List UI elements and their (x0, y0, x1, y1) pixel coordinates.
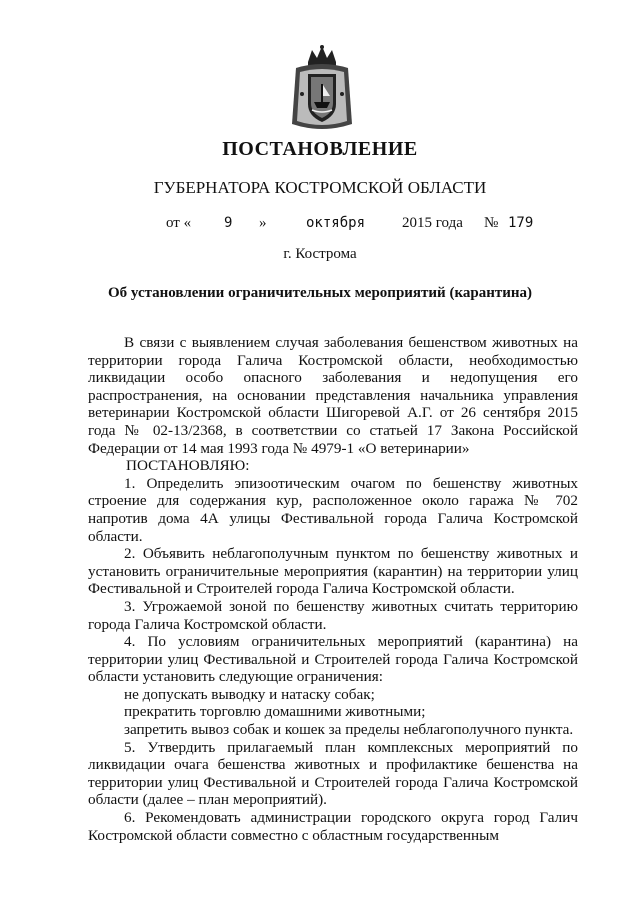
preamble-paragraph: В связи с выявлением случая заболевания бешенством животных на территории города Галича Костромской области, необходимостью ликвидации особо опасного заболевания и недопущения его распространения, на основании представления начальника управления ветеринарии Костромской области Шигоревой А.Г. от 26 сентября 2015 года № 02-13/2368, в соответствии со статьей 17 Закона Российской Федерации от 14 мая 1993 года № 4979-1 «О ветеринарии» (88, 334, 578, 457)
clause-4: 4. По условиям ограничительных мероприятий (карантина) на территории улиц Фестивальной и Строителей города Галича Костромской области установить следующие ограничения: (88, 633, 578, 686)
document-body (88, 334, 578, 844)
city-line: г. Кострома (283, 246, 357, 262)
restriction-item: не допускать выводку и натаску собак; (124, 685, 375, 703)
clause-3: 3. Угрожаемой зоной по бешенству животных считать территорию города Галича Костромской области. (88, 597, 578, 633)
number-sign: № (484, 215, 499, 231)
clause-5: 5. Утвердить прилагаемый план комплексных мероприятий по ликвидации очага бешенства животных и профилактике бешенства на территории улиц Фестивальной и Строителей города Галича Костромской области (далее – план мероприятий). (88, 738, 578, 809)
document-title: ПОСТАНОВЛЕНИЕ (222, 138, 418, 160)
document-number: 179 (508, 215, 534, 231)
document-heading: Об установлении ограничительных мероприятий (карантина) (107, 285, 532, 301)
resolve-line: ПОСТАНОВЛЯЮ: (126, 457, 250, 475)
issuer-line: ГУБЕРНАТОРА КОСТРОМСКОЙ ОБЛАСТИ (153, 178, 487, 197)
date-prefix: от « (166, 215, 192, 231)
date-year: 2015 года (402, 215, 463, 231)
date-number-line (166, 215, 546, 237)
clause-6: 6. Рекомендовать администрации городского округа город Галич Костромской области совместно с областным государственным (88, 809, 578, 844)
date-suffix: » (259, 215, 267, 231)
date-day: 9 (224, 215, 233, 231)
restriction-item: запретить вывоз собак и кошек за пределы неблагополучного пункта. (124, 721, 574, 739)
clause-1: 1. Определить эпизоотическим очагом по бешенству животных строение для содержания кур, расположенное около гаража № 702 напротив дома 4А улицы Фестивальной города Галича Костромской области. (88, 474, 578, 545)
clause-2: 2. Объявить неблагополучным пунктом по бешенству животных и установить ограничительные мероприятия (карантин) на территории улиц Фестивальной и Строителей города Галича Костромской области. (88, 545, 578, 598)
restriction-item: прекратить торговлю домашними животными; (124, 703, 426, 721)
date-month: октября (306, 215, 366, 231)
coat-of-arms-icon (290, 44, 354, 134)
